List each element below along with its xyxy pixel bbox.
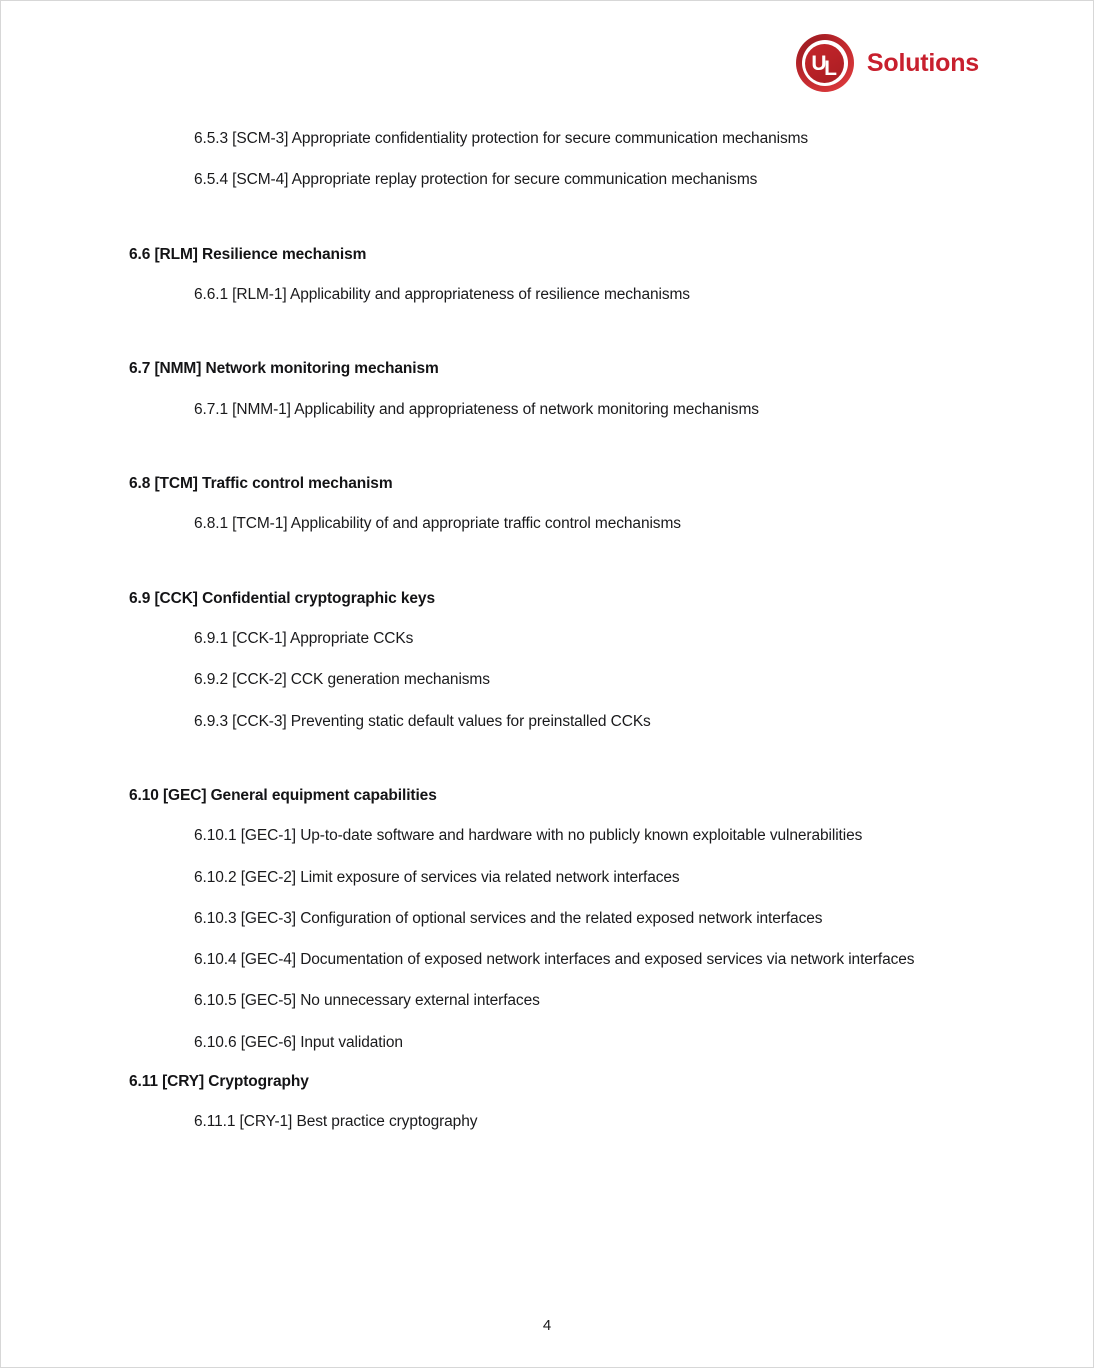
page-number: 4 (542, 1317, 552, 1334)
section-heading: 6.10 [GEC] General equipment capabilities (129, 786, 437, 804)
ul-solutions-logo (796, 34, 979, 92)
page-header (1, 1, 1093, 121)
section-item: 6.10.4 [GEC-4] Documentation of exposed network interfaces and exposed services via network interfaces (194, 951, 915, 969)
section-item: 6.10.2 [GEC-2] Limit exposure of services via related network interfaces (194, 868, 680, 886)
section-item: 6.9.2 [CCK-2] CCK generation mechanisms (194, 671, 490, 689)
section-item: 6.8.1 [TCM-1] Applicability of and appropriate traffic control mechanisms (194, 515, 681, 533)
section-item: 6.9.3 [CCK-3] Preventing static default values for preinstalled CCKs (194, 712, 651, 730)
document-body (129, 127, 969, 1134)
section-item: 6.7.1 [NMM-1] Applicability and appropriateness of network monitoring mechanisms (194, 400, 759, 418)
section-item: 6.10.3 [GEC-3] Configuration of optional services and the related exposed network interfaces (194, 909, 823, 927)
section-item: 6.6.1 [RLM-1] Applicability and appropriateness of resilience mechanisms (194, 285, 690, 303)
section-item: 6.10.1 [GEC-1] Up-to-date software and hardware with no publicly known exploitable vulnerabilities (194, 827, 863, 845)
ul-letter-l: L (824, 56, 837, 80)
section-heading: 6.7 [NMM] Network monitoring mechanism (129, 360, 439, 378)
section-item: 6.10.6 [GEC-6] Input validation (194, 1033, 403, 1051)
solutions-wordmark: Solutions (866, 48, 979, 77)
section-heading: 6.11 [CRY] Cryptography (129, 1072, 309, 1090)
ul-circle-logo-icon (796, 34, 854, 92)
section-item: 6.9.1 [CCK-1] Appropriate CCKs (194, 630, 414, 648)
section-item: 6.11.1 [CRY-1] Best practice cryptography (194, 1113, 478, 1131)
section-item: 6.5.3 [SCM-3] Appropriate confidentiality protection for secure communication mechanisms (194, 130, 809, 147)
section-item: 6.10.5 [GEC-5] No unnecessary external interfaces (194, 992, 540, 1010)
ul-letter-u: U (811, 51, 827, 75)
ul-monogram (796, 34, 854, 92)
section-heading: 6.6 [RLM] Resilience mechanism (129, 245, 367, 263)
section-heading: 6.8 [TCM] Traffic control mechanism (129, 474, 393, 492)
section-heading: 6.9 [CCK] Confidential cryptographic keys (129, 589, 435, 607)
section-item: 6.5.4 [SCM-4] Appropriate replay protection for secure communication mechanisms (194, 171, 758, 189)
page-footer (1, 1317, 1093, 1335)
